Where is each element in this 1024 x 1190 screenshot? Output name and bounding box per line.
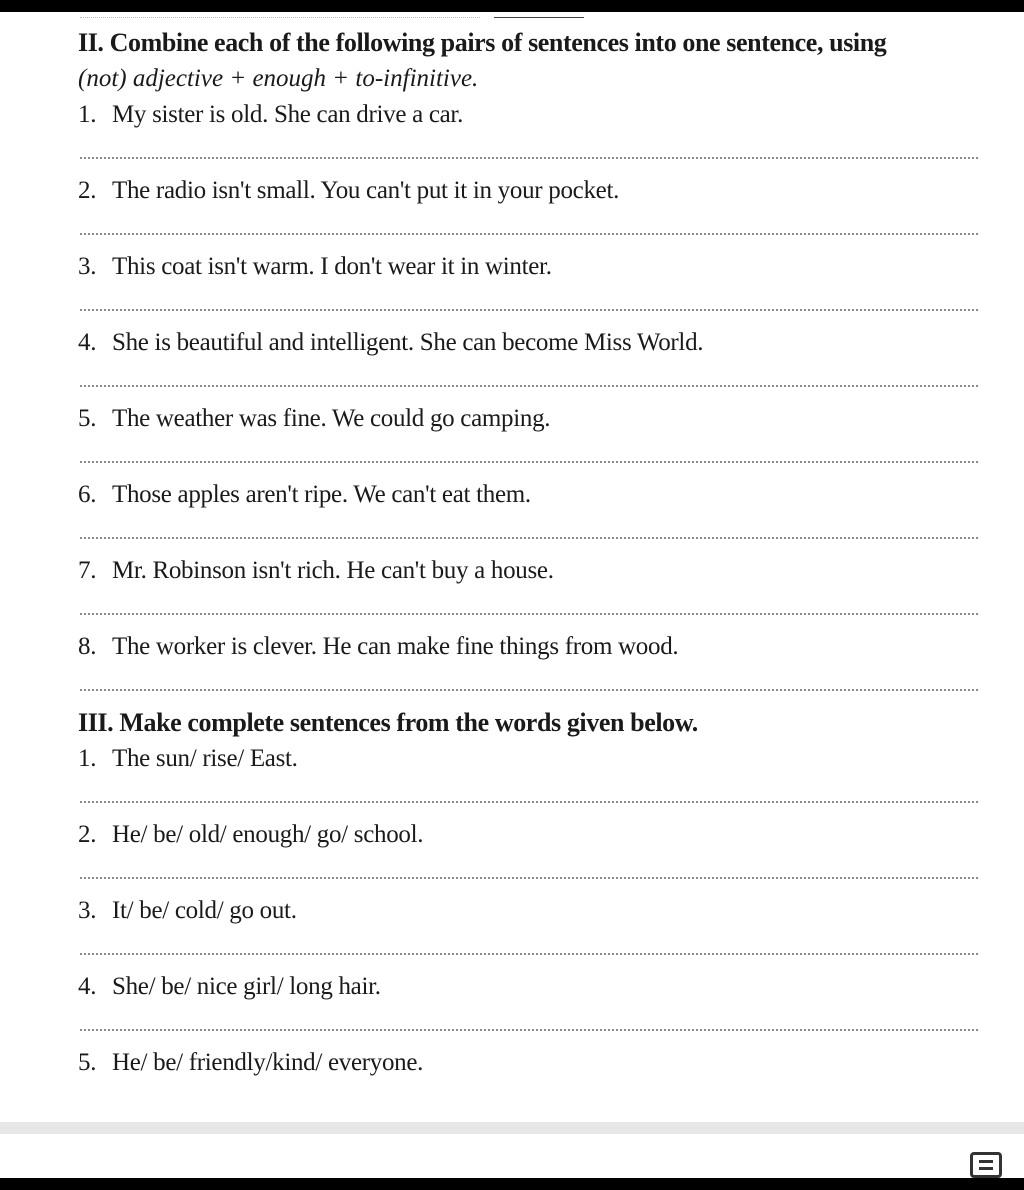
answer-line[interactable] [78, 437, 978, 477]
exercise-item: 4. She/ be/ nice girl/ long hair. [78, 973, 381, 1000]
section-3-heading: III. Make complete sentences from the words given below. [78, 708, 698, 737]
exercise-item: 8. The worker is clever. He can make fine things from wood. [78, 633, 679, 660]
exercise-item: 5. He/ be/ friendly/kind/ everyone. [78, 1049, 424, 1076]
page-separator [0, 1122, 1024, 1134]
bottom-bar [0, 1178, 1024, 1190]
answer-line[interactable] [78, 665, 978, 705]
exercise-item: 4. She is beautiful and intelligent. She can become Miss World. [78, 329, 704, 356]
answer-line[interactable] [78, 133, 978, 173]
exercise-item: 2. He/ be/ old/ enough/ go/ school. [78, 821, 424, 848]
answer-line[interactable] [78, 929, 978, 969]
worksheet-content [78, 25, 978, 1081]
exercise-item: 3. It/ be/ cold/ go out. [78, 897, 297, 924]
exercise-item: 1. My sister is old. She can drive a car. [78, 101, 464, 128]
top-underline [494, 17, 584, 18]
worksheet-page [0, 12, 1024, 1122]
answer-line[interactable] [78, 209, 978, 249]
exercise-item: 3. This coat isn't warm. I don't wear it in winter. [78, 253, 552, 280]
answer-line[interactable] [78, 777, 978, 817]
menu-icon[interactable] [970, 1152, 1002, 1178]
exercise-item: 6. Those apples aren't ripe. We can't eat them. [78, 481, 531, 508]
exercise-item: 1. The sun/ rise/ East. [78, 745, 298, 772]
section-2-heading: II. Combine each of the following pairs of sentences into one sentence, using [78, 28, 887, 57]
exercise-item: 5. The weather was fine. We could go camping. [78, 405, 551, 432]
top-dotted-line [80, 17, 480, 18]
answer-line[interactable] [78, 361, 978, 401]
exercise-item: 7. Mr. Robinson isn't rich. He can't buy a house. [78, 557, 554, 584]
answer-line[interactable] [78, 853, 978, 893]
answer-line[interactable] [78, 513, 978, 553]
section-2-subheading: (not) adjective + enough + to-infinitive. [78, 65, 479, 92]
answer-line[interactable] [78, 285, 978, 325]
exercise-item: 2. The radio isn't small. You can't put it in your pocket. [78, 177, 620, 204]
answer-line[interactable] [78, 1005, 978, 1045]
answer-line[interactable] [78, 589, 978, 629]
